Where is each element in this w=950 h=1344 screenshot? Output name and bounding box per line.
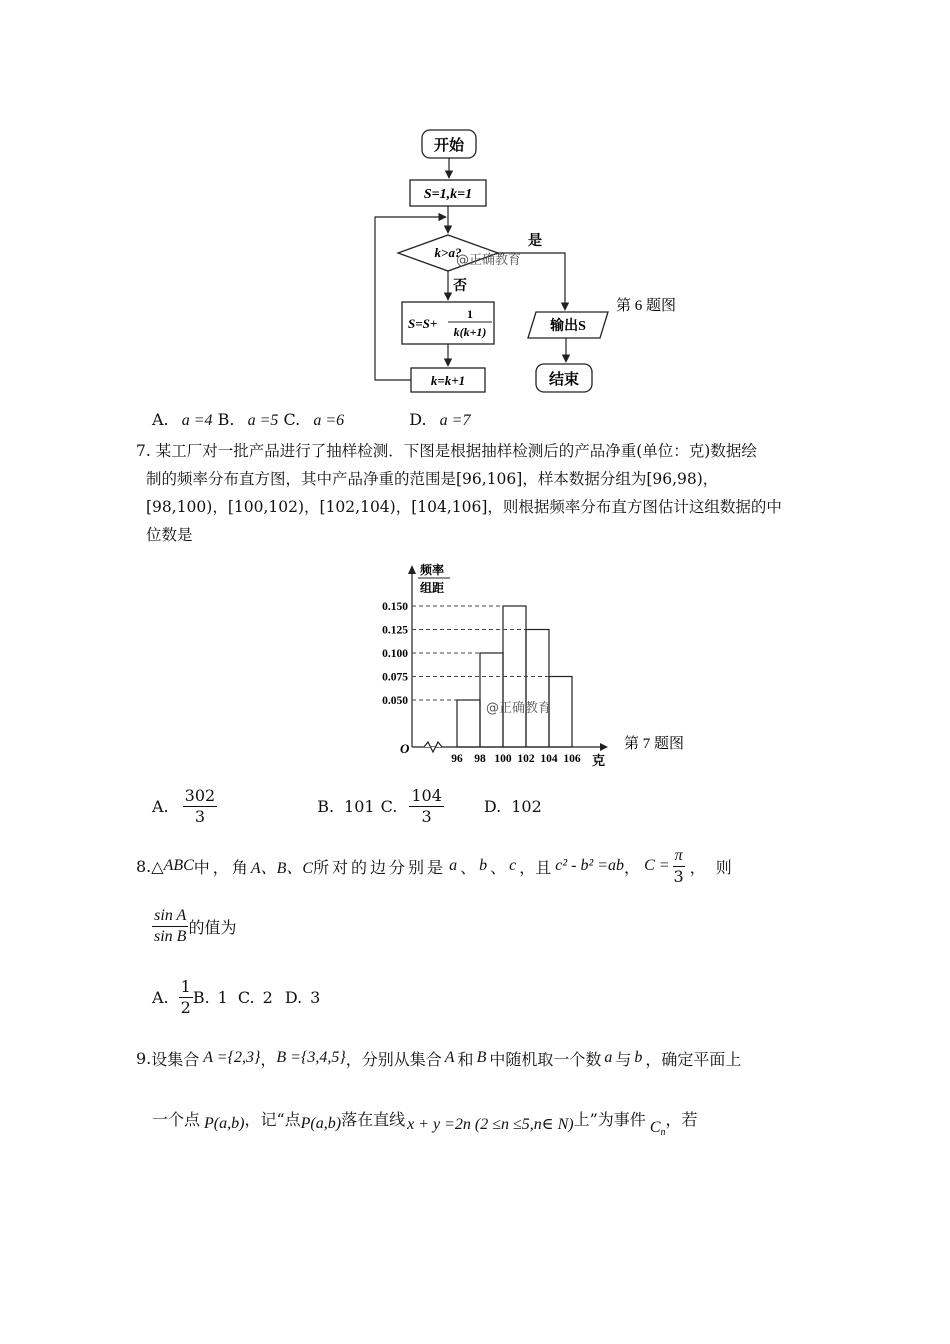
q8-text-5: 所对的边分别是 [313,857,447,877]
axis-break [424,742,442,752]
q9-line-equation: x + y =2n (2 ≤n ≤5,n∈ N) [407,1116,574,1133]
q8-option-b-label: B. [192,987,210,1007]
histogram-watermark: @正确教育 [486,701,552,716]
x-tick-label: 100 [494,753,512,765]
q8-sep-2: 、 [490,857,507,877]
q8-line-1 [136,846,826,886]
q9-set-b: B ={3,4,5} [276,1049,346,1066]
q8-text-12: ， [624,857,641,877]
q7-line-1: 7. 某工厂对一批产品进行了抽样检测．下图是根据抽样检测后的产品净重(单位：克)数据绘 [136,442,757,460]
y-tick-label: 0.125 [382,624,408,637]
q8-option-d-label: D. [284,987,303,1007]
q8-option-a-num: 1 [180,976,191,996]
q8-option-a-label: A. [152,987,169,1007]
q9-text-9: 与 [615,1049,632,1069]
q8-sin-b: sin B [154,927,187,945]
x-tick-label: 102 [517,753,535,765]
y-label-top: 频率 [420,563,445,577]
flow-end-label: 结束 [548,372,580,388]
q9-l2-text-3: 落在直线 [341,1109,406,1129]
y-tick-label: 0.050 [382,695,408,707]
flowchart-watermark: @正确教育 [456,253,522,268]
x-tick-label: 96 [451,753,463,765]
q9-line-1 [136,1042,826,1074]
q8-equation-2-fraction [672,846,686,887]
x-tick-label: 98 [474,753,486,765]
q9-event-c: C [649,1119,661,1136]
x-axis-arrow [600,743,608,751]
q6-option-b: a =5 [247,412,279,429]
q9-line-2 [152,1104,826,1144]
q8-side-c: c [509,857,517,874]
q8-text-3: 中，角 [193,857,251,877]
q7-option-c-label: C. [380,796,398,816]
q8-sin-fraction [152,906,188,947]
q8-side-a: a [449,857,458,874]
flow-update-den: k(k+1) [453,325,487,339]
q8-pi-den: 3 [673,866,684,886]
q7-text [136,437,826,549]
y-tick-label: 0.100 [382,648,408,660]
q8-option-c-label: C. [237,987,255,1007]
q7-option-d-label: D. [483,796,502,816]
flow-no-label: 否 [453,279,467,294]
q6-option-a-label: A. [152,410,169,429]
figure-7-caption: 第 7 题图 [624,736,685,752]
q7-option-a-label: A. [152,796,169,816]
q8-option-a-fraction [179,977,193,1018]
flow-update-num: 1 [467,307,473,321]
q8-option-c: 2 [262,987,273,1007]
y-tick-label: 0.075 [382,671,408,684]
q6-options [152,406,652,435]
figure-6-caption: 第 6 题图 [616,298,677,314]
q9-number: 9. [136,1048,152,1068]
origin-label: O [400,741,410,756]
flowchart [360,120,700,405]
q8-sep-1: 、 [460,857,477,877]
q7-option-c-den: 3 [421,806,432,826]
q8-angles: A、B、C [250,859,314,877]
flow-start-label: 开始 [433,138,465,154]
q7-option-a-num: 302 [184,785,216,805]
q7-option-d: 102 [511,796,542,816]
q9-var-a: a [604,1049,613,1066]
q8-number: 8. [136,856,152,876]
q8-text-11: ，且 [519,857,552,877]
q8-abc: ABC [163,857,194,874]
histogram-bar [480,653,503,747]
q9-set-a: A ={2,3} [203,1049,261,1066]
q9-l2-text-4: 上”为事件 [573,1109,646,1129]
q9-l2-text-2: ，记“点 [244,1109,301,1129]
q8-side-b: b [479,857,488,874]
flow-output-label: 输出S [550,319,586,334]
q7-line-3: [98,100)，[100,102)，[102,104)，[104,106]，则根据频率分布直方图估计这组数据的中 [146,498,782,516]
y-tick-label: 0.150 [382,601,408,613]
q7-line-2: 制的频率分布直方图，其中产品净重的范围是[96,106]，样本数据分组为[96,98)， [146,470,719,488]
q7-options [152,780,652,832]
q6-option-a: a =4 [181,412,213,429]
q8-pi: π [673,846,685,867]
q8-equation-1: c² - b² =ab [555,857,625,874]
q8-text-13: ，则 [689,857,742,877]
q9-l2-text-5: ，若 [665,1109,698,1129]
q6-option-b-label: B. [217,410,235,429]
q8-triangle: △ [151,856,164,876]
histogram-bar [549,677,572,748]
x-tick-label: 106 [563,753,581,765]
q7-option-c-num: 104 [411,785,442,805]
histogram [360,560,700,770]
histogram-bar [457,700,480,747]
q9-text-1: 设集合 [151,1049,200,1069]
q9-point-1: P(a,b) [204,1115,245,1132]
q7-option-b: 101 [344,796,375,816]
q7-option-c-fraction [409,786,444,827]
q8-option-b: 1 [217,987,228,1007]
q9-var-b: b [634,1049,643,1066]
q6-option-c-label: C. [283,410,301,429]
q9-b: B [476,1049,487,1066]
flow-condition-label: k>a? [434,245,462,260]
q8-options [152,972,320,1022]
histogram-bar [526,630,549,748]
q7-option-a-fraction [183,786,218,827]
q6-option-c: a =6 [313,412,345,429]
q9-text-2: ， [260,1049,277,1069]
y-axis-arrow [408,565,416,574]
q7-line-4: 位数是 [146,526,193,544]
q6-option-d-label: D. [409,410,427,429]
q8-option-a-den: 2 [180,997,191,1017]
q9-text-3: ，分别从集合 [345,1049,442,1069]
q8-equation-2-lhs: C = [644,857,670,874]
q9-l2-text-1: 一个点 [152,1109,201,1129]
q9-a: A [444,1049,455,1066]
q6-option-d: a =7 [439,412,471,429]
flow-update-prefix: S=S+ [408,316,438,331]
q9-text-5: 和 [457,1049,474,1069]
q7-option-a-den: 3 [194,806,205,826]
q8-line-2 [152,902,236,950]
q9-text-7: 中随机取一个数 [489,1049,602,1069]
y-label-bottom: 组距 [420,581,445,595]
q9-event-sub: n [660,1126,666,1138]
q8-sin-a: sin A [152,906,188,927]
q9-text-11: ，确定平面上 [645,1049,742,1069]
x-axis-label: 克 [592,753,606,768]
q8-text-14: 的值为 [188,917,237,937]
q8-option-d: 3 [310,987,321,1007]
flow-yes-label: 是 [528,234,542,249]
flow-increment-label: k=k+1 [430,373,466,388]
q9-point-2: P(a,b) [300,1115,342,1132]
q7-option-b-label: B. [317,796,335,816]
flow-init-label: S=1,k=1 [423,187,473,202]
x-tick-label: 104 [540,753,558,765]
